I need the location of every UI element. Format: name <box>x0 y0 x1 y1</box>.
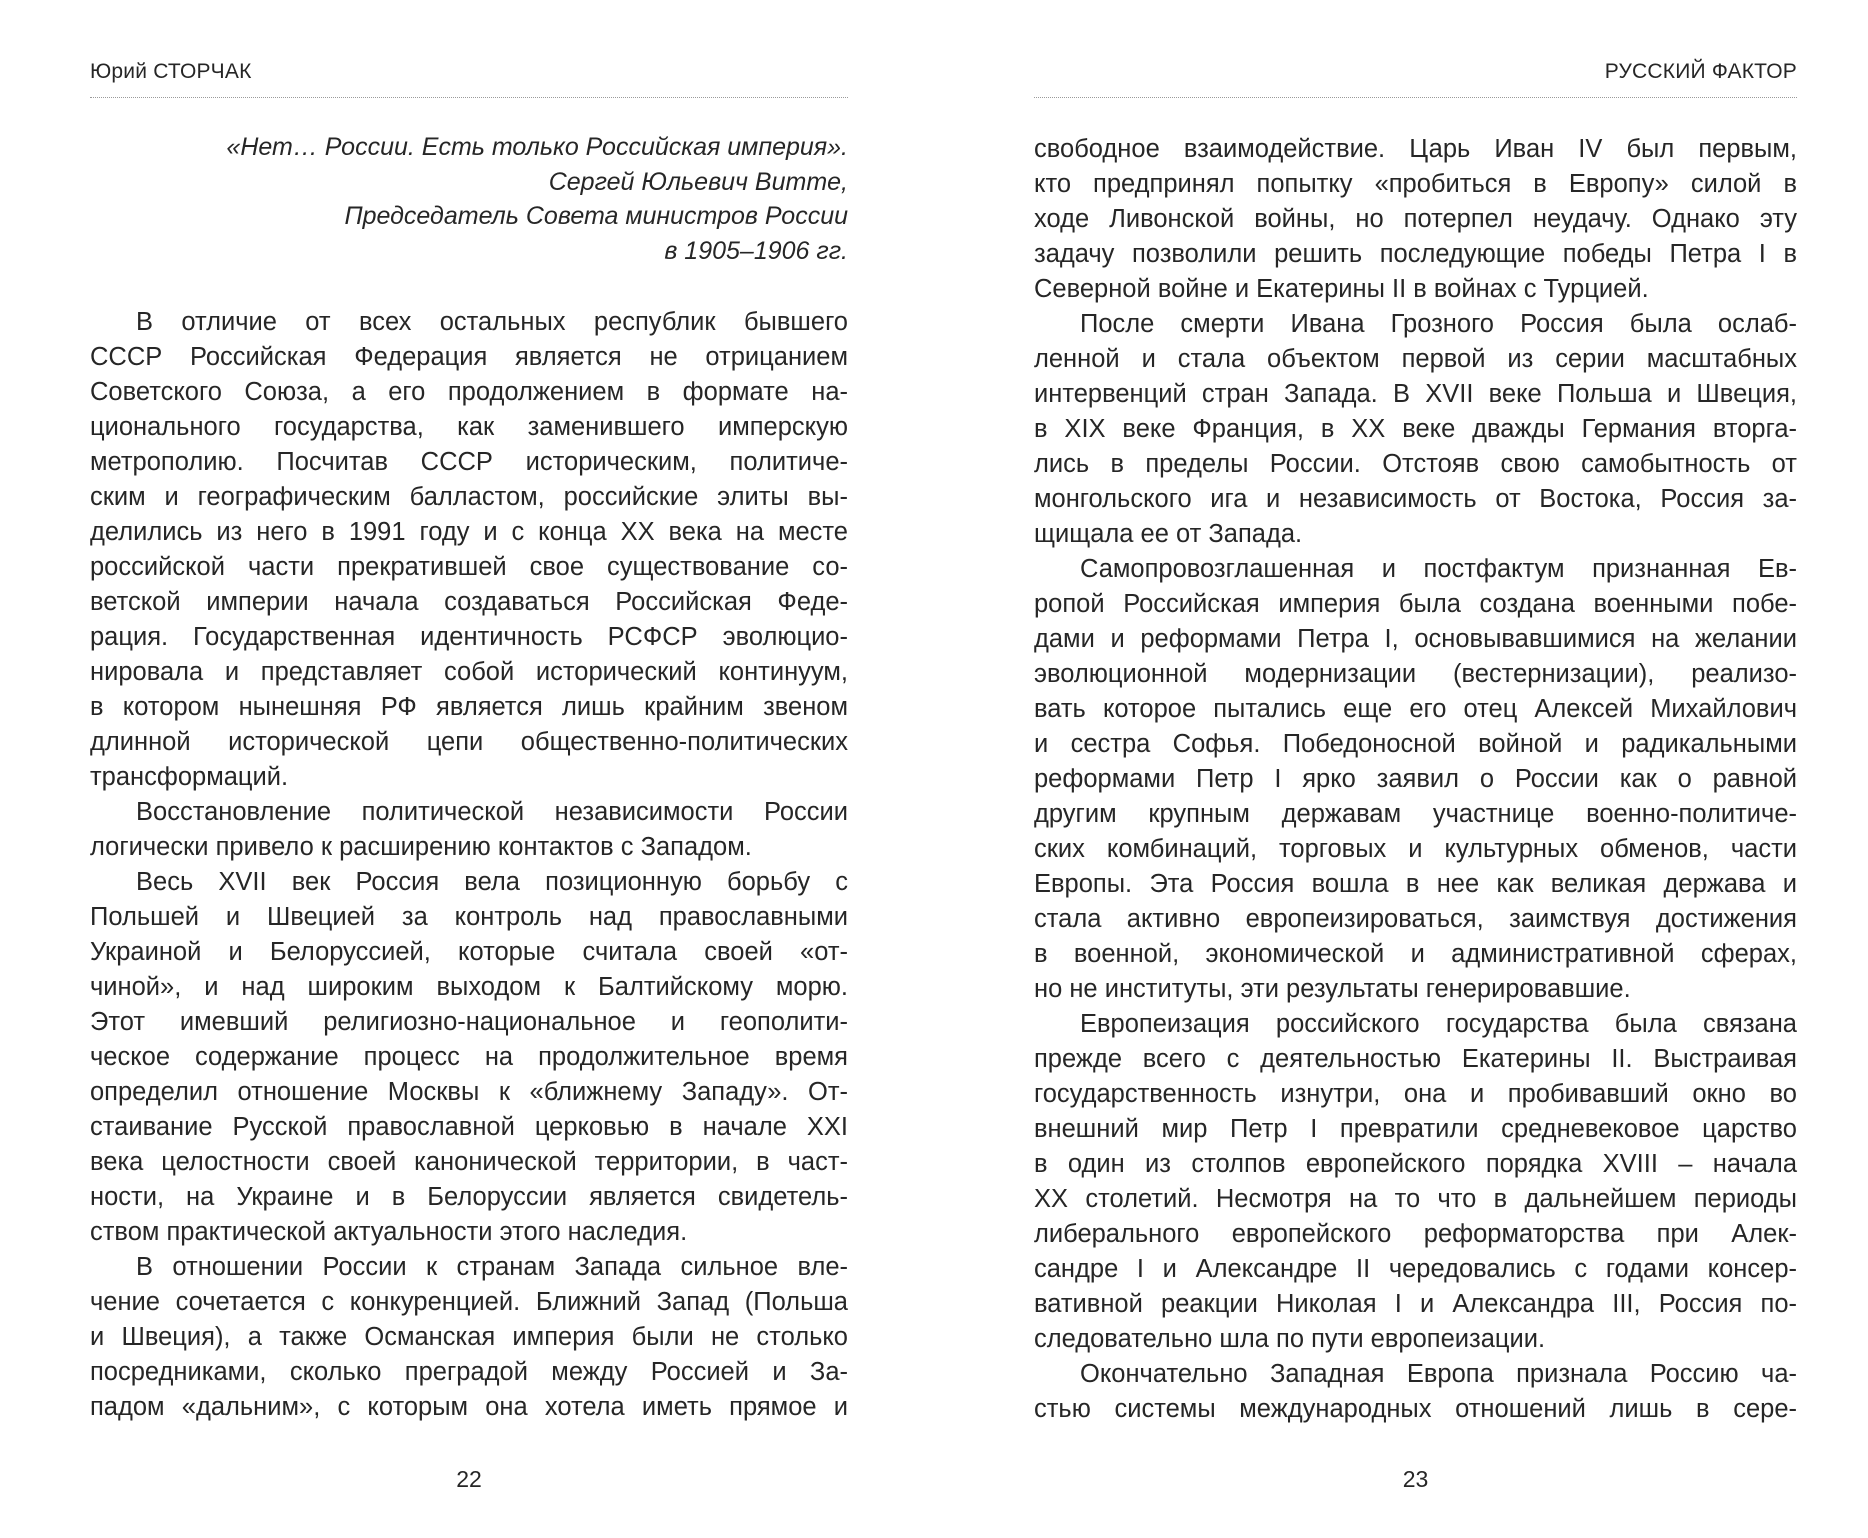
text-line: нировала и представляет собой исторический континуум, <box>90 658 848 686</box>
text-line: в один из столпов европейского порядка XVIII – начала <box>1034 1150 1797 1178</box>
text-line: чение сочетается с конкуренцией. Ближний Запад (Польша <box>90 1288 848 1316</box>
paragraph <box>90 795 848 865</box>
text-line: Окончательно Западная Европа признала Россию ча- <box>1080 1360 1797 1388</box>
paragraph <box>1034 132 1797 307</box>
text-line: задачу позволили решить последующие победы Петра I в <box>1034 240 1797 268</box>
text-line: Европеизация российского государства была связана <box>1080 1010 1797 1038</box>
text-line: ским и географическим балластом, российские элиты вы- <box>90 483 848 511</box>
text-line: Северной войне и Екатерины II в войнах с Турцией. <box>1034 275 1649 303</box>
text-line: ности, на Украине и в Белоруссии является свидетель- <box>90 1183 848 1211</box>
text-line: ством практической актуальности этого наследия. <box>90 1218 688 1246</box>
running-head-author: Юрий СТОРЧАК <box>90 60 252 83</box>
epigraph-author-title: Председатель Совета министров России <box>344 202 848 230</box>
text-line: В отличие от всех остальных республик бывшего <box>136 308 848 336</box>
text-line: ходе Ливонской войны, но потерпел неудачу. Однако эту <box>1034 205 1797 233</box>
text-line: в военной, экономической и административной сферах, <box>1034 940 1797 968</box>
text-line: ветской империи начала создаваться Российская Феде- <box>90 588 848 616</box>
text-line: и сестра Софья. Победоносной войной и радикальными <box>1034 730 1797 758</box>
epigraph <box>226 130 848 268</box>
text-line: логически привело к расширению контактов с Западом. <box>90 833 752 861</box>
text-line: интервенций стран Запада. В XVII веке Польша и Швеция, <box>1034 380 1797 408</box>
left-page <box>90 0 848 1538</box>
running-head-title: РУССКИЙ ФАКТОР <box>1604 60 1797 83</box>
text-line: рация. Государственная идентичность РСФСР эволюцио- <box>90 623 848 651</box>
text-line: В отношении России к странам Запада сильное вле- <box>136 1253 848 1281</box>
epigraph-quote: «Нет… России. Есть только Российская империя». <box>226 133 848 161</box>
text-line: прежде всего с деятельностью Екатерины II. Выстраивая <box>1034 1045 1797 1073</box>
body-text <box>90 305 848 1425</box>
text-line: дами и реформами Петра I, основывавшимися на желании <box>1034 625 1797 653</box>
header-rule <box>90 97 848 98</box>
text-line: но не институты, эти результаты генерировавшие. <box>1034 975 1631 1003</box>
text-line: сандре I и Александре II чередовались с годами консер- <box>1034 1255 1797 1283</box>
text-line: века целостности своей канонической территории, в част- <box>90 1148 848 1176</box>
text-line: ческое содержание процесс на продолжительное время <box>90 1043 848 1071</box>
text-line: трансформаций. <box>90 763 289 791</box>
right-page <box>1034 0 1797 1538</box>
text-line: длинной исторической цепи общественно-политических <box>90 728 848 756</box>
text-line: ских комбинаций, торговых и культурных обменов, части <box>1034 835 1797 863</box>
text-line: Украиной и Белоруссией, которые считала своей «от- <box>90 938 848 966</box>
body-text <box>1034 132 1797 1427</box>
text-line: другим крупным державам участнице военно-политиче- <box>1034 800 1797 828</box>
paragraph <box>1034 552 1797 1007</box>
text-line: Восстановление политической независимости России <box>136 798 848 826</box>
text-line: стаивание Русской православной церковью в начале XXI <box>90 1113 848 1141</box>
text-line: стала активно европеизироваться, заимствуя достижения <box>1034 905 1797 933</box>
text-line: свободное взаимодействие. Царь Иван IV был первым, <box>1034 135 1797 163</box>
text-line: и Швеция), а также Османская империя были не столько <box>90 1323 848 1351</box>
text-line: в котором нынешняя РФ является лишь крайним звеном <box>90 693 848 721</box>
paragraph <box>1034 307 1797 552</box>
text-line: внешний мир Петр I превратили средневековое царство <box>1034 1115 1797 1143</box>
text-line: реформами Петр I ярко заявил о России как о равной <box>1034 765 1797 793</box>
text-line: монгольского ига и независимость от Востока, Россия за- <box>1034 485 1797 513</box>
text-line: кто предпринял попытку «пробиться в Европу» силой в <box>1034 170 1797 198</box>
text-line: Польшей и Швецией за контроль над православными <box>90 903 848 931</box>
text-line: в XIX веке Франция, в XX веке дважды Германия вторга- <box>1034 415 1797 443</box>
text-line: СССР Российская Федерация является не отрицанием <box>90 343 848 371</box>
text-line: вативной реакции Николая I и Александра III, Россия по- <box>1034 1290 1797 1318</box>
text-line: определил отношение Москвы к «ближнему Западу». От- <box>90 1078 848 1106</box>
epigraph-author: Сергей Юльевич Витте, <box>548 167 848 196</box>
text-line: либерального европейского реформаторства при Алек- <box>1034 1220 1797 1248</box>
page-number: 23 <box>1402 1466 1429 1492</box>
paragraph <box>1034 1357 1797 1427</box>
text-line: Этот имевший религиозно-национальное и геополити- <box>90 1008 848 1036</box>
page-number: 22 <box>456 1466 482 1492</box>
text-line: посредниками, сколько преградой между Россией и За- <box>90 1358 848 1386</box>
text-line: следовательно шла по пути европеизации. <box>1034 1325 1546 1353</box>
text-line: ропой Российская империя была создана военными побе- <box>1034 590 1797 618</box>
text-line: падом «дальним», с которым она хотела иметь прямое и <box>90 1393 848 1421</box>
text-line: эволюционной модернизации (вестернизации), реализо- <box>1034 660 1797 688</box>
header-rule <box>1034 97 1797 98</box>
text-line: Советского Союза, а его продолжением в формате на- <box>90 378 848 406</box>
paragraph <box>1034 1007 1797 1357</box>
text-line: метрополию. Посчитав СССР историческим, политиче- <box>90 448 848 476</box>
text-line: государственность изнутри, она и пробивавший окно во <box>1034 1080 1797 1108</box>
text-line: Европы. Эта Россия вошла в нее как великая держава и <box>1034 870 1797 898</box>
text-line: XX столетий. Несмотря на то что в дальнейшем периоды <box>1034 1185 1797 1213</box>
text-line: лись в пределы России. Отстояв свою самобытность от <box>1034 450 1797 478</box>
paragraph <box>90 865 848 1250</box>
epigraph-years: в 1905–1906 гг. <box>664 236 848 265</box>
text-line: щищала ее от Запада. <box>1034 520 1303 548</box>
text-line: Весь XVII век Россия вела позиционную борьбу с <box>136 868 848 896</box>
text-line: Самопровозглашенная и постфактум признанная Ев- <box>1080 555 1797 583</box>
text-line: делились из него в 1991 году и с конца XX века на месте <box>90 518 848 546</box>
text-line: ленной и стала объектом первой из серии масштабных <box>1034 345 1797 373</box>
paragraph <box>90 305 848 795</box>
text-line: ционального государства, как заменившего имперскую <box>90 413 848 441</box>
paragraph <box>90 1250 848 1425</box>
text-line: чиной», и над широким выходом к Балтийскому морю. <box>90 973 848 1001</box>
text-line: вать которое пытались еще его отец Алексей Михайлович <box>1034 695 1797 723</box>
text-line: российской части прекратившей свое существование со- <box>90 553 848 581</box>
text-line: После смерти Ивана Грозного Россия была ослаб- <box>1080 310 1797 338</box>
text-line: стью системы международных отношений лишь в сере- <box>1034 1395 1797 1423</box>
